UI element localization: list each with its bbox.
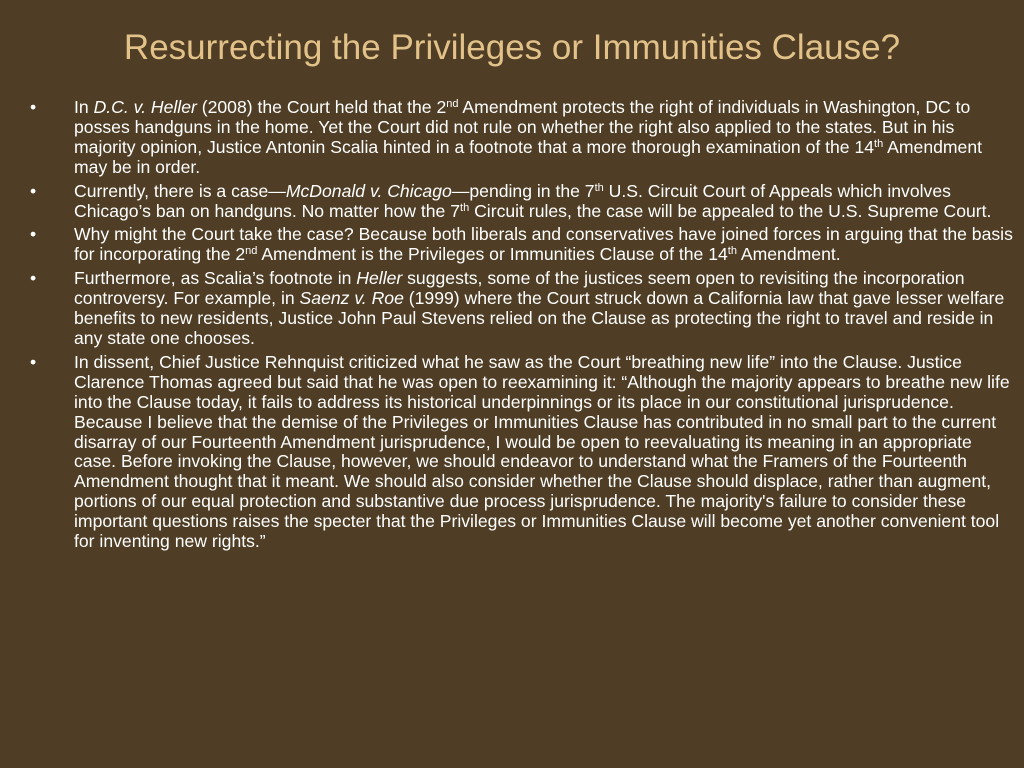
text-run: (1999) where the Court struck down a California law that gave lesser welfare benefits to new residents, Justice John Paul Stevens relied on the Clause as protecting the right to travel and reside in any state one chooses.	[74, 288, 1005, 348]
text-run: Circuit rules, the case will be appealed to the U.S. Supreme Court.	[469, 200, 992, 221]
bullet-marker: •	[30, 268, 37, 289]
text-run: U.S. Circuit Court of Appeals which involves Chicago’s ban on handguns. No matter how the 7	[74, 180, 951, 221]
text-run: —pending in the 7	[451, 180, 595, 201]
bullet-marker: •	[30, 180, 37, 201]
text-run: In dissent, Chief Justice Rehnquist criticized what he saw as the Court “breathing new life” into the Clause. Justice Clarence Thomas agreed but said that he was open to reexamining it: “Although the majority appears to breathe new life into the Clause today, it fails to address its historical underpinnings or its place in our constitutional jurisprudence. Because I believe that the demise of the Privileges or Immunities Clause has contributed in no small part to the current disarray of our Fourteenth Amendment jurisprudence, I would be open to reevaluating its meaning in an appropriate case. Before invoking the Clause, however, we should endeavor to understand what the Framers of the Fourteenth Amendment thought that it meant. We should also consider whether the Clause should displace, rather than augment, portions of our equal protection and substantive due process jurisprudence. The majority's failure to consider these important questions raises the specter that the Privileges or Immunities Clause will become yet another convenient tool for inventing new rights.”	[74, 351, 1010, 552]
bullet-item	[28, 353, 1018, 552]
bullet-item	[28, 269, 1018, 349]
bullet-marker: •	[30, 224, 37, 245]
case-name: D.C. v. Heller	[93, 97, 197, 117]
ordinal-suffix: nd	[446, 98, 459, 110]
bullet-marker: •	[30, 97, 37, 117]
text-run: Currently, there is a case—	[74, 180, 286, 201]
text-run: suggests, some of the justices seem open to revisiting the incorporation controversy. For example, in	[74, 268, 965, 309]
bullet-text	[74, 268, 1004, 348]
bullet-marker: •	[30, 351, 37, 372]
case-name: McDonald v. Chicago	[285, 180, 452, 201]
bullet-text	[74, 181, 991, 221]
bullet-item	[28, 225, 1018, 265]
ordinal-suffix: th	[594, 181, 604, 194]
text-run: Amendment protects the right of individuals in Washington, DC to posses handguns in the home. Yet the Court did not rule on whether the right also applied to the states. But in his majority opinion, Justice Antonin Scalia hinted in a footnote that a more thorough examination of the 14	[74, 97, 971, 157]
ordinal-suffix: th	[460, 201, 470, 214]
text-run: Amendment.	[736, 244, 841, 265]
bullet-text	[74, 224, 1013, 264]
text-run: Amendment may be in order.	[74, 136, 983, 177]
bullet-text	[74, 352, 1010, 551]
slide-title: Resurrecting the Privileges or Immunities Clause?	[123, 28, 901, 67]
text-run: (2008) the Court held that the 2	[196, 97, 447, 117]
bullet-list	[28, 98, 1018, 556]
ordinal-suffix: nd	[245, 245, 258, 258]
ordinal-suffix: th	[727, 245, 737, 258]
case-name: Heller	[356, 268, 403, 289]
bullet-text	[74, 97, 982, 177]
case-name: Saenz v. Roe	[299, 288, 404, 309]
bullet-item	[28, 98, 1018, 178]
text-run: Amendment is the Privileges or Immunities Clause of the 14	[257, 244, 728, 265]
text-run: Why might the Court take the case? Because both liberals and conservatives have joined forces in arguing that the basis for incorporating the 2	[74, 224, 1013, 265]
text-run: Furthermore, as Scalia’s footnote in	[74, 268, 357, 289]
bullet-item	[28, 182, 1018, 222]
text-run: In	[74, 97, 94, 117]
ordinal-suffix: th	[874, 137, 884, 150]
